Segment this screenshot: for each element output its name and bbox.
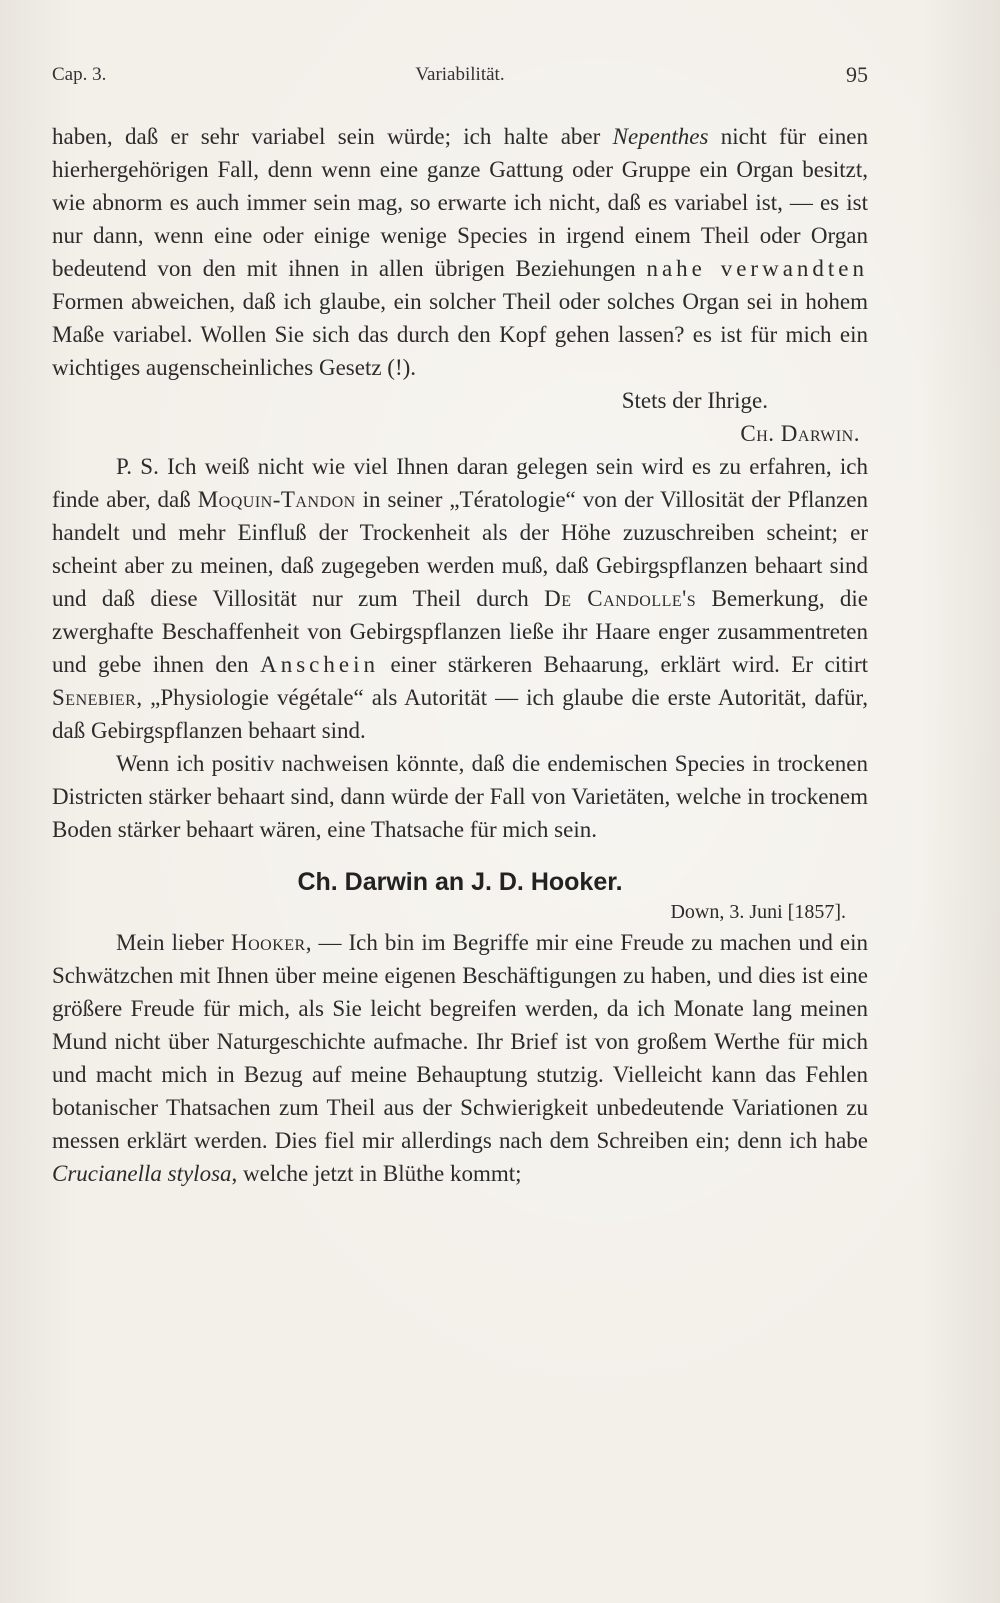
- chapter-label: Cap. 3.: [52, 64, 107, 85]
- postscript-paragraph-2: Wenn ich positiv nachweisen könnte, daß die endemischen Species in trockenen Districten stärker behaart sind, dann würde der Fall von Varietäten, welche in trockenem Boden stärker behaart wären, eine Thatsache für mich sein.: [52, 751, 868, 842]
- author-name: De Candolle's: [544, 586, 697, 611]
- emphasis-spaced: nahe verwandten: [646, 256, 869, 281]
- letter-paragraph: haben, daß er sehr variabel sein würde; ich halte aber Nepenthes nicht für einen hierhergehörigen Fall, denn wenn eine ganze Gattung oder Gruppe ein Organ besitzt, wie abnorm es auch immer sein mag, so erwarte ich nicht, daß es variabel ist, — es ist nur dann, wenn eine oder einige wenige Species in irgend einem Theil oder Organ bedeutend von den mit ihnen in allen übrigen Beziehungen nahe verwandten Formen abweichen, daß ich glaube, ein solcher Theil oder solches Organ sei in hohem Maße variabel. Wollen Sie sich das durch den Kopf gehen lassen? es ist für mich ein wichtiges augenscheinliches Gesetz (!).: [52, 124, 869, 380]
- letter-closing: Stets der Ihrige.: [621, 388, 768, 413]
- running-title: Variabilität.: [415, 64, 505, 85]
- taxon-name: Crucianella stylosa: [52, 1161, 232, 1186]
- letter-dateline: Down, 3. Juni [1857].: [670, 901, 846, 923]
- author-name: Moquin-Tandon: [197, 487, 356, 512]
- page-number: 95: [846, 62, 868, 87]
- running-header: [52, 64, 868, 92]
- letter-heading: Ch. Darwin an J. D. Hooker.: [297, 868, 623, 896]
- letter-paragraph-2: Mein lieber Hooker, — Ich bin im Begriffe mir eine Freude zu machen und ein Schwätzchen mit Ihnen über meine eigenen Beschäftigungen zu haben, und dies ist eine größere Freude für mich, als Sie leicht begreifen werden, da ich Monate lang meinen Mund nicht über Naturgeschichte aufmache. Ihr Brief ist von großem Werthe für mich und macht mich in Bezug auf meine Behauptung stutzig. Vielleicht kann das Fehlen botanischer Thatsachen zum Theil aus der Schwierigkeit unbedeutende Variationen zu messen erklärt werden. Dies fiel mir allerdings nach dem Schreiben ein; denn ich habe Crucianella stylosa, welche jetzt in Blüthe kommt;: [52, 930, 868, 1186]
- postscript-paragraph: P. S. Ich weiß nicht wie viel Ihnen daran gelegen sein wird es zu erfahren, ich finde aber, daß Moquin-Tandon in seiner „Tératologie“ von der Villosität der Pflanzen handelt und mehr Einfluß der Trockenheit als der Höhe zuzuschreiben scheint; er scheint aber zu meinen, daß zugegeben werden muß, daß Gebirgspflanzen behaart sind und daß diese Villosität nur zum Theil durch De Candolle's Bemerkung, die zwerghafte Beschaffenheit von Gebirgspflanzen ließe ihr Haare enger zusammentreten und gebe ihnen den Anschein einer stärkeren Behaarung, erklärt wird. Er citirt Senebier, „Physiologie végétale“ als Autorität — ich glaube die erste Autorität, dafür, daß Gebirgspflanzen behaart sind.: [52, 454, 869, 743]
- emphasis-spaced: Anschein: [260, 652, 379, 677]
- taxon-name: Nepenthes: [612, 124, 709, 149]
- author-name: Senebier: [52, 685, 137, 710]
- page-body: [52, 120, 868, 1190]
- recipient-name: Hooker: [230, 930, 306, 955]
- letter-signature: Ch. Darwin.: [740, 421, 860, 446]
